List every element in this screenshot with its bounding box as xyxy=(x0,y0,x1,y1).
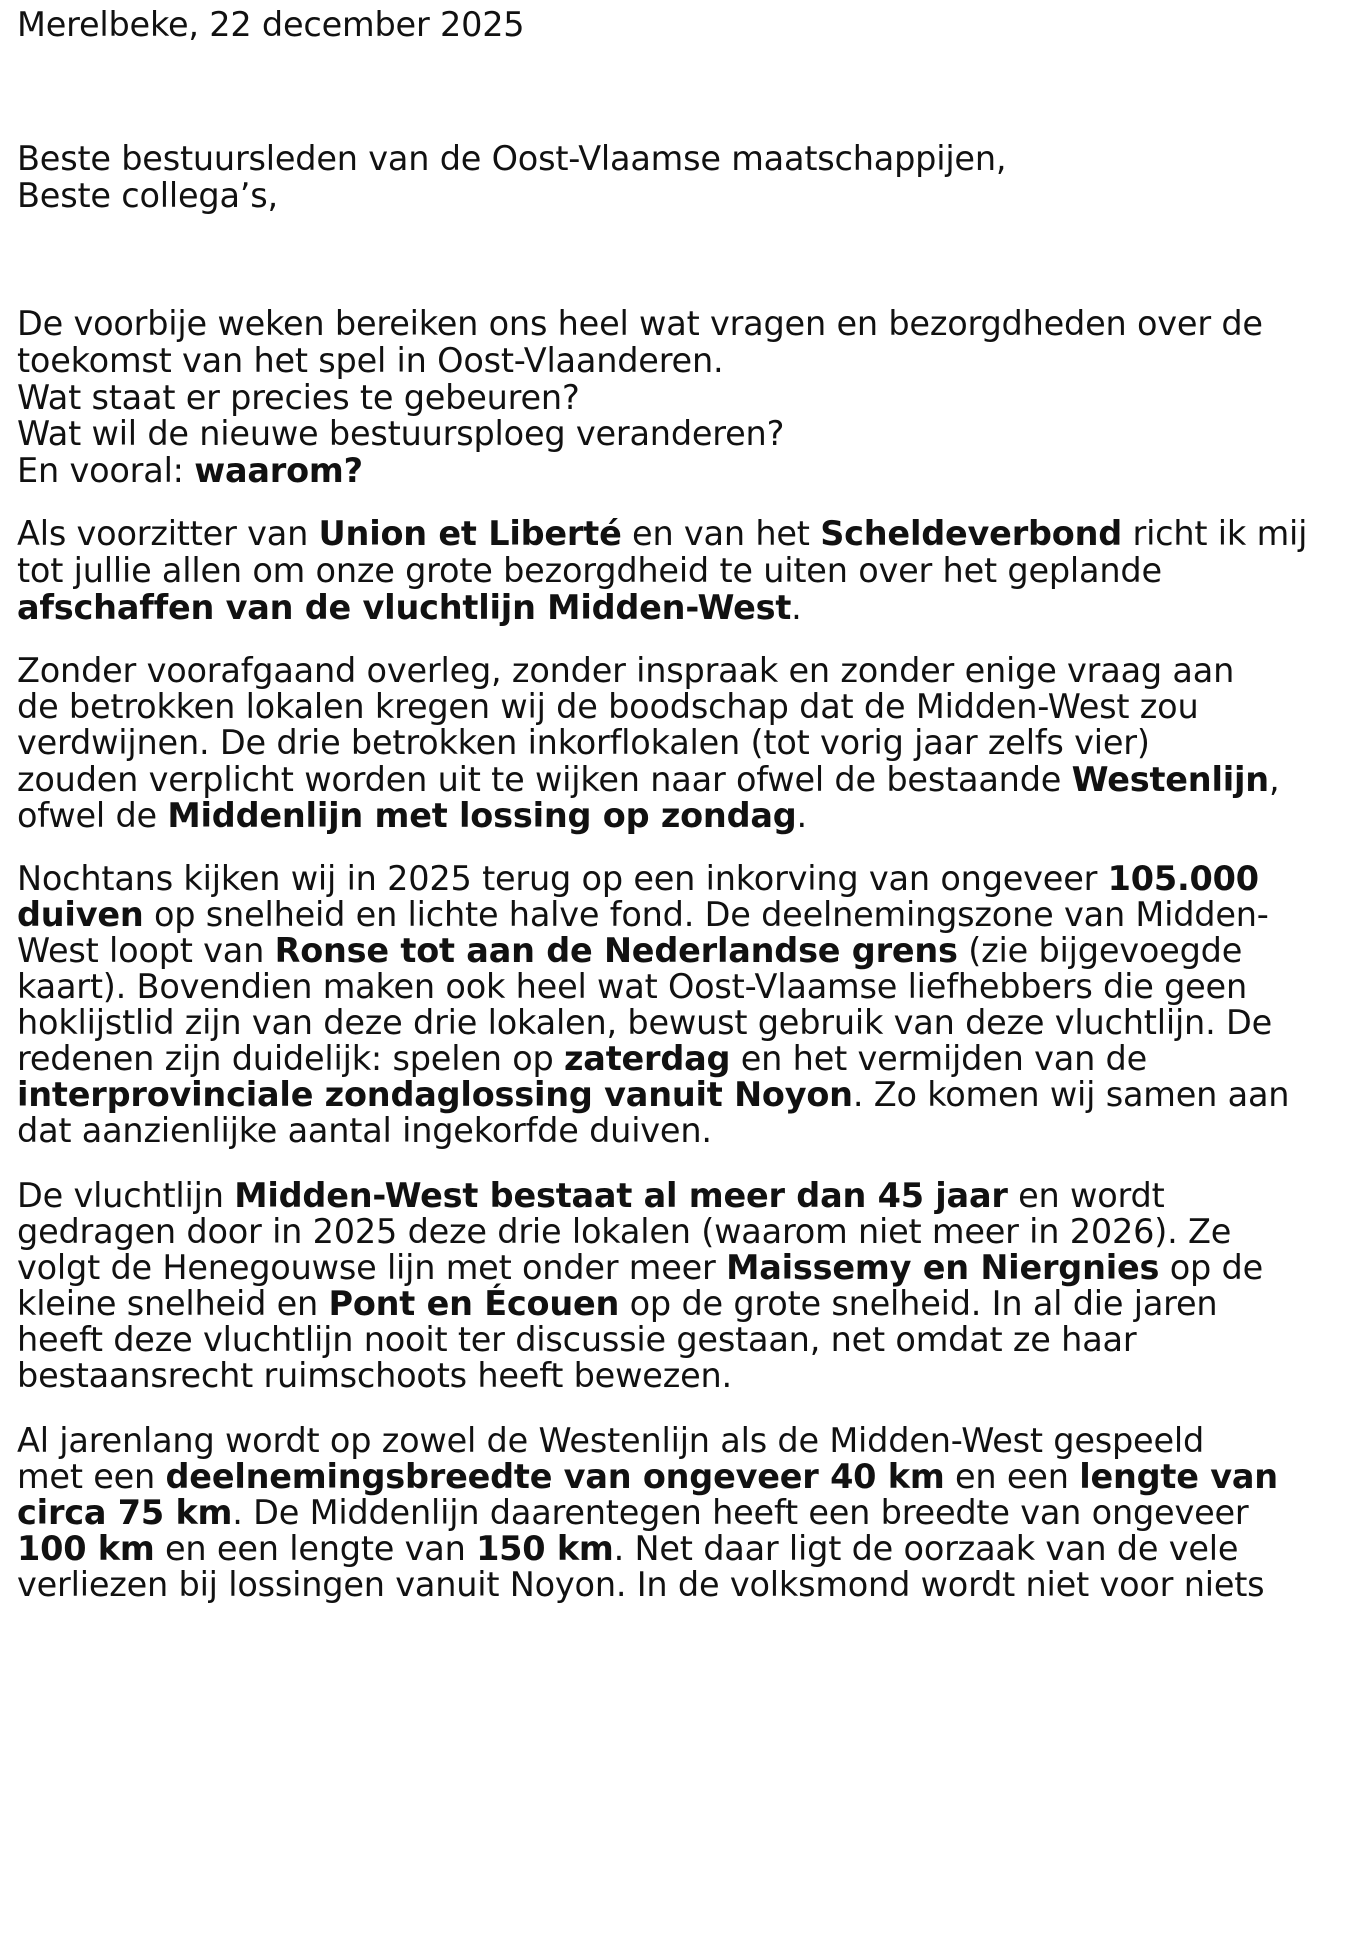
p2-line-2: de betrokken lokalen kregen wij de boodschap dat de Midden-West zou xyxy=(17,687,1199,726)
intro-line-5-bold: waarom? xyxy=(194,451,363,490)
intro-line-1: De voorbije weken bereiken ons heel wat vragen en bezorgdheden over de xyxy=(17,304,1263,343)
p4-l1-c: en wordt xyxy=(1007,1176,1165,1215)
intro-line-5 xyxy=(17,450,363,492)
p4-l3-a: volgt de Henegouwse lijn met onder meer xyxy=(17,1248,727,1287)
p4-l4-c: op de grote snelheid. In al die jaren xyxy=(619,1284,1218,1323)
p3-l7-b: . Zo komen wij samen aan xyxy=(852,1075,1290,1114)
p1-l1-c: en van het xyxy=(621,514,821,553)
p1-l3-a: afschaffen van de vluchtlijn Midden-West xyxy=(17,588,792,627)
p2-l5-b: Middenlijn met lossing op zondag xyxy=(167,796,797,835)
p3-l7-a: interprovinciale zondaglossing vanuit Noyon xyxy=(17,1075,853,1114)
p5-l4-c: 150 km xyxy=(476,1529,614,1568)
p1-line-1 xyxy=(17,513,1307,555)
p3-line-8: dat aanzienlijke aantal ingekorfde duiven. xyxy=(17,1111,712,1150)
p1-l1-d: Scheldeverbond xyxy=(820,514,1123,553)
p1-line-2: tot jullie allen om onze grote bezorgdheid te uiten over het geplande xyxy=(17,551,1162,590)
p5-l3-b: . De Middenlijn daarentegen heeft een breedte van ongeveer xyxy=(232,1493,1249,1532)
p4-line-2: gedragen door in 2025 deze drie lokalen (waarom niet meer in 2026). Ze xyxy=(17,1212,1232,1251)
intro-line-2: toekomst van het spel in Oost-Vlaanderen. xyxy=(17,341,724,380)
p2-line-1: Zonder voorafgaand overleg, zonder inspraak en zonder enige vraag aan xyxy=(17,651,1235,690)
p4-l1-b: Midden-West bestaat al meer dan 45 jaar xyxy=(234,1176,1008,1215)
p1-l3-b: . xyxy=(791,588,802,627)
p3-l1-b: 105.000 xyxy=(1107,859,1259,898)
p5-line-1: Al jarenlang wordt op zowel de Westenlijn als de Midden-West gespeeld xyxy=(17,1421,1205,1460)
intro-line-4: Wat wil de nieuwe bestuursploeg veranderen? xyxy=(17,414,785,453)
p3-l6-b: zaterdag xyxy=(564,1039,731,1078)
p4-l3-c: op de xyxy=(1159,1248,1264,1287)
p2-l4-c: , xyxy=(1268,760,1280,799)
p5-l2-a: met een xyxy=(17,1457,166,1496)
p4-l1-a: De vluchtlijn xyxy=(17,1176,235,1215)
salutation-line-2: Beste collega’s, xyxy=(17,176,278,215)
p3-l3-a: West loopt van xyxy=(17,931,275,970)
p3-line-5: hoklijstlid zijn van deze drie lokalen, bewust gebruik van deze vluchtlijn. De xyxy=(17,1003,1272,1042)
p5-l2-c: en een xyxy=(944,1457,1080,1496)
intro-line-3: Wat staat er precies te gebeuren? xyxy=(17,378,580,417)
p1-line-3 xyxy=(17,587,802,629)
p5-l2-d: lengte van xyxy=(1079,1457,1278,1496)
p2-l4-b: Westenlijn xyxy=(1071,760,1269,799)
salutation-line-1: Beste bestuursleden van de Oost-Vlaamse maatschappijen, xyxy=(17,139,1007,178)
p3-l6-c: en het vermijden van de xyxy=(730,1039,1148,1078)
intro-line-5-text: En vooral: xyxy=(17,451,195,490)
p3-l2-b: op snelheid en lichte halve fond. De deelnemingszone van Midden- xyxy=(143,895,1269,934)
p3-l3-c: (zie bijgevoegde xyxy=(957,931,1243,970)
p3-line-4: kaart). Bovendien maken ook heel wat Oost-Vlaamse liefhebbers die geen xyxy=(17,967,1247,1006)
p4-l4-a: kleine snelheid en xyxy=(17,1284,329,1323)
p4-line-5: heeft deze vluchtlijn nooit ter discussie gestaan, net omdat ze haar xyxy=(17,1320,1137,1359)
p3-l3-b: Ronse tot aan de Nederlandse grens xyxy=(274,931,958,970)
p4-l3-b: Maissemy en Niergnies xyxy=(726,1248,1160,1287)
p3-l6-a: redenen zijn duidelijk: spelen op xyxy=(17,1039,564,1078)
p2-line-3: verdwijnen. De drie betrokken inkorflokalen (tot vorig jaar zelfs vier) xyxy=(17,723,1150,762)
p2-l4-a: zouden verplicht worden uit te wijken naar ofwel de bestaande xyxy=(17,760,1072,799)
p5-line-5: verliezen bij lossingen vanuit Noyon. In de volksmond wordt niet voor niets xyxy=(17,1565,1265,1604)
p1-l1-a: Als voorzitter van xyxy=(17,514,319,553)
place-date: Merelbeke, 22 december 2025 xyxy=(17,5,525,44)
p5-l2-b: deelnemingsbreedte van ongeveer 40 km xyxy=(165,1457,945,1496)
p3-l1-a: Nochtans kijken wij in 2025 terug op een inkorving van ongeveer xyxy=(17,859,1108,898)
p2-line-5 xyxy=(17,795,807,837)
p5-l4-d: . Net daar ligt de oorzaak van de vele xyxy=(613,1529,1239,1568)
p1-l1-e: richt ik mij xyxy=(1122,514,1308,553)
p5-l3-a: circa 75 km xyxy=(17,1493,233,1532)
p2-l5-a: ofwel de xyxy=(17,796,168,835)
p5-l4-b: en een lengte van xyxy=(154,1529,477,1568)
p4-line-6: bestaansrecht ruimschoots heeft bewezen. xyxy=(17,1356,732,1395)
p3-l2-a: duiven xyxy=(17,895,144,934)
p4-l4-b: Pont en Écouen xyxy=(328,1284,620,1323)
p1-l1-b: Union et Liberté xyxy=(318,514,622,553)
p5-l4-a: 100 km xyxy=(17,1529,155,1568)
p2-l5-c: . xyxy=(796,796,807,835)
